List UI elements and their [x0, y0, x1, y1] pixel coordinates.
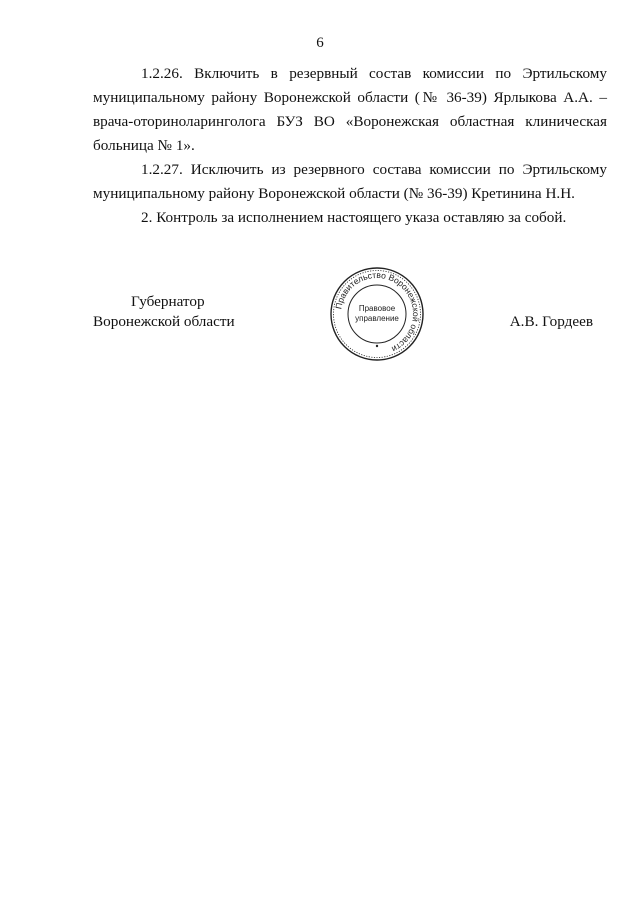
signatory-name: А.В. Гордеев	[509, 313, 593, 330]
document-body	[93, 62, 607, 230]
official-stamp-seal	[327, 264, 427, 364]
stamp-ring-text: Правительство Воронежской области	[333, 269, 422, 355]
signatory-title-line-1: Губернатор	[131, 293, 205, 310]
paragraph-item-2: 2. Контроль за исполнением настоящего указа оставляю за собой.	[141, 209, 567, 226]
signatory-title-line-2: Воронежской области	[93, 313, 235, 330]
stamp-graphic	[327, 264, 427, 364]
stamp-center-line-1: Правовое	[358, 304, 396, 313]
page-number: 6	[316, 35, 324, 51]
stamp-dot	[376, 345, 378, 347]
stamp-center-line-2: управление	[355, 314, 399, 323]
paragraph-item-1-2-26: 1.2.26. Включить в резервный состав комиссии по Эртильскому муниципальному району Воронежской области (№ 36-39) Ярлыкова А.А. – врача-оториноларинголога БУЗ ВО «Воронежская областная клиническая больница № 1».	[93, 65, 607, 154]
paragraph-item-1-2-27: 1.2.27. Исключить из резервного состава комиссии по Эртильскому муниципальному району Воронежской области (№ 36-39) Кретинина Н.Н.	[93, 161, 607, 202]
